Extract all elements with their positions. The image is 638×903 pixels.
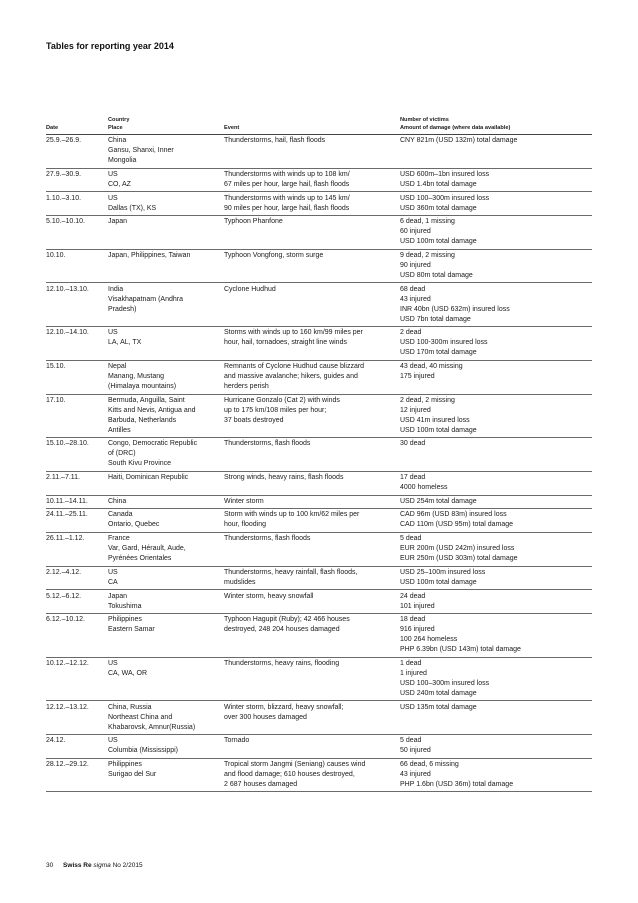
table-row: [46, 395, 592, 439]
cell-place-line: Mongolia: [108, 157, 137, 165]
cell-victims-line: USD 100–300m insured loss: [400, 679, 490, 687]
cell-event-line: herders perish: [224, 383, 269, 390]
table-row: [46, 361, 592, 395]
cell-victims-line: 101 injured: [400, 602, 435, 610]
cell-victims-line: CNY 821m (USD 132m) total damage: [400, 137, 518, 145]
cell-victims-line: 100 264 homeless: [400, 636, 458, 644]
cell-event-line: destroyed, 248 204 houses damaged: [224, 626, 340, 634]
cell-victims-line: USD 100m total damage: [400, 238, 477, 246]
date-text: 1.10.–3.10.: [46, 194, 82, 202]
cell-event: [224, 251, 400, 261]
table-row: [46, 250, 592, 284]
cell-place-line: Antilles: [108, 426, 131, 434]
cell-event: [224, 592, 400, 602]
cell-date: [46, 136, 108, 146]
footer-issue: No 2/2015: [112, 862, 143, 869]
date-text: 24.12.: [46, 737, 66, 745]
cell-victims: [400, 396, 592, 436]
cell-victims-line: 1 injured: [400, 669, 427, 677]
cell-place-line: US: [108, 194, 118, 202]
cell-date: [46, 703, 108, 713]
table-row: [46, 701, 592, 735]
cell-event: [224, 362, 400, 392]
cell-place: [108, 659, 224, 679]
cell-date: [46, 568, 108, 578]
cell-place: [108, 760, 224, 780]
date-text: 2.12.–4.12.: [46, 568, 82, 576]
page-title: Tables for reporting year 2014: [46, 41, 174, 51]
cell-place-line: LA, AL, TX: [108, 339, 142, 347]
cell-date: [46, 615, 108, 625]
table-body: [46, 135, 592, 792]
cell-event-line: mudslides: [224, 578, 256, 586]
cell-place-line: Japan: [108, 592, 128, 600]
table-row: [46, 472, 592, 496]
date-text: 26.11.–1.12.: [46, 535, 85, 543]
table-row: [46, 590, 592, 614]
cell-victims: [400, 285, 592, 325]
cell-event: [224, 285, 400, 295]
cell-place: [108, 251, 224, 261]
cell-place-line: France: [108, 535, 130, 543]
cell-event: [224, 136, 400, 146]
cell-victims-line: 66 dead, 6 missing: [400, 760, 459, 768]
cell-date: [46, 217, 108, 227]
cell-date: [46, 396, 108, 406]
cell-victims-line: USD 170m total damage: [400, 349, 477, 357]
table-row: [46, 192, 592, 216]
cell-place: [108, 194, 224, 214]
cell-victims-line: USD 135m total damage: [400, 703, 477, 711]
cell-event: [224, 510, 400, 530]
cell-event-line: hour, flooding: [224, 521, 267, 529]
cell-victims-line: 43 injured: [400, 770, 431, 778]
cell-place: [108, 592, 224, 612]
header-damage: Amount of damage (where data available): [400, 125, 511, 131]
table-row: [46, 759, 592, 793]
cell-victims-line: USD 100m total damage: [400, 426, 477, 434]
cell-date: [46, 285, 108, 295]
table-row: [46, 216, 592, 250]
cell-event-line: Remnants of Cyclone Hudhud cause blizzard: [224, 363, 365, 370]
cell-victims-line: USD 360m total damage: [400, 204, 477, 212]
cell-event-line: Thunderstorms with winds up to 145 km/: [224, 194, 350, 202]
date-text: 10.10.: [46, 251, 66, 259]
catastrophe-table: [46, 116, 592, 792]
cell-victims-line: USD 100–300m insured loss: [400, 194, 490, 202]
cell-place-line: Ontario, Quebec: [108, 521, 160, 529]
date-text: 17.10.: [46, 396, 66, 404]
table-row: [46, 735, 592, 759]
cell-place-line: China: [108, 137, 127, 145]
cell-victims: [400, 251, 592, 281]
table-row: [46, 327, 592, 361]
cell-victims: [400, 736, 592, 756]
cell-event: [224, 659, 400, 669]
cell-victims: [400, 659, 592, 699]
cell-victims: [400, 473, 592, 493]
cell-victims-line: 9 dead, 2 missing: [400, 251, 455, 259]
cell-victims: [400, 170, 592, 190]
cell-place-line: CO, AZ: [108, 180, 131, 188]
header-country: Country: [108, 117, 130, 123]
table-row: [46, 135, 592, 169]
cell-victims-line: 43 injured: [400, 295, 431, 303]
cell-victims-line: 1 dead: [400, 659, 422, 667]
cell-date: [46, 497, 108, 507]
footer-brand: Swiss Re: [63, 862, 92, 869]
cell-place-line: Japan: [108, 218, 128, 226]
cell-victims-line: 24 dead: [400, 592, 426, 600]
header-date: Date: [46, 125, 59, 131]
cell-event-line: Typhoon Hagupit (Ruby); 42 466 houses: [224, 616, 350, 624]
cell-place-line: Tokushima: [108, 602, 142, 610]
date-text: 15.10.: [46, 363, 66, 370]
cell-victims-line: 18 dead: [400, 616, 426, 624]
cell-place: [108, 285, 224, 315]
cell-place-line: US: [108, 170, 118, 178]
date-text: 2.11.–7.11.: [46, 474, 80, 482]
cell-victims-line: 6 dead, 1 missing: [400, 218, 455, 226]
date-text: 27.9.–30.9.: [46, 170, 82, 178]
date-text: 28.12.–29.12.: [46, 760, 89, 768]
cell-victims-line: USD 240m total damage: [400, 689, 477, 697]
cell-event-line: Hurricane Gonzalo (Cat 2) with winds: [224, 396, 340, 404]
cell-date: [46, 736, 108, 746]
cell-victims: [400, 328, 592, 358]
cell-place-line: Nepal: [108, 363, 127, 370]
cell-date: [46, 439, 108, 449]
cell-event-line: Thunderstorms, heavy rainfall, flash floods,: [224, 568, 358, 576]
cell-victims: [400, 510, 592, 530]
cell-event-line: up to 175 km/108 miles per hour;: [224, 406, 327, 414]
cell-victims-line: USD 100m total damage: [400, 578, 477, 586]
cell-place-line: Var, Gard, Hérault, Aude,: [108, 545, 186, 553]
cell-victims-line: 12 injured: [400, 406, 431, 414]
table-row: [46, 509, 592, 533]
header-victims-damage: [400, 116, 592, 132]
cell-event-line: over 300 houses damaged: [224, 713, 307, 721]
cell-place: [108, 703, 224, 733]
cell-event: [224, 703, 400, 723]
cell-place-line: Canada: [108, 511, 133, 519]
cell-place-line: Philippines: [108, 616, 142, 624]
cell-place-line: Japan, Philippines, Taiwan: [108, 251, 191, 259]
cell-victims-line: 5 dead: [400, 535, 422, 543]
date-text: 10.12.–12.12.: [46, 659, 89, 667]
cell-victims-line: 90 injured: [400, 261, 431, 269]
date-text: 10.11.–14.11.: [46, 497, 88, 505]
table-row: [46, 169, 592, 193]
cell-victims: [400, 439, 592, 449]
cell-place: [108, 534, 224, 564]
cell-place: [108, 362, 224, 392]
cell-place: [108, 170, 224, 190]
cell-date: [46, 510, 108, 520]
cell-place: [108, 568, 224, 588]
cell-place-line: Barbuda, Netherlands: [108, 416, 177, 424]
table-row: [46, 496, 592, 510]
footer-publication: sigma: [93, 862, 111, 869]
cell-date: [46, 534, 108, 544]
date-text: 5.10.–10.10.: [46, 218, 85, 226]
cell-place: [108, 217, 224, 227]
date-text: 12.10.–13.10.: [46, 285, 89, 293]
cell-victims-line: PHP 6.39bn (USD 143m) total damage: [400, 646, 521, 654]
header-victims: Number of victims: [400, 117, 449, 123]
cell-event: [224, 760, 400, 790]
cell-victims-line: USD 80m total damage: [400, 271, 473, 279]
cell-event-line: Storm with winds up to 100 km/62 miles per: [224, 511, 360, 519]
cell-event-line: Thunderstorms, flash floods: [224, 440, 311, 448]
cell-place-line: US: [108, 737, 118, 745]
cell-victims: [400, 592, 592, 612]
table-header: [46, 116, 592, 135]
cell-event: [224, 615, 400, 635]
cell-date: [46, 194, 108, 204]
cell-victims-line: USD 25–100m insured loss: [400, 568, 486, 576]
page-number: 30: [46, 862, 54, 869]
cell-victims: [400, 760, 592, 790]
cell-place-line: Dallas (TX), KS: [108, 204, 157, 212]
cell-victims: [400, 497, 592, 507]
cell-event: [224, 170, 400, 190]
cell-place-line: US: [108, 329, 118, 337]
cell-event-line: 37 boats destroyed: [224, 416, 284, 424]
cell-event-line: 2 687 houses damaged: [224, 780, 298, 788]
cell-place: [108, 136, 224, 166]
cell-place: [108, 396, 224, 436]
cell-event: [224, 497, 400, 507]
date-text: 5.12.–6.12.: [46, 592, 82, 600]
cell-place-line: Manang, Mustang: [108, 373, 165, 380]
cell-place-line: of (DRC): [108, 450, 136, 458]
cell-event: [224, 194, 400, 214]
cell-event: [224, 396, 400, 426]
date-text: 24.11.–25.11.: [46, 511, 88, 519]
cell-victims: [400, 534, 592, 564]
cell-place-line: Philippines: [108, 760, 142, 768]
cell-victims: [400, 615, 592, 655]
cell-victims-line: 43 dead, 40 missing: [400, 363, 463, 370]
cell-victims-line: 5 dead: [400, 737, 422, 745]
cell-event: [224, 217, 400, 227]
cell-date: [46, 251, 108, 261]
cell-event-line: Typhoon Vongfong, storm surge: [224, 251, 324, 259]
cell-place-line: India: [108, 285, 124, 293]
cell-event-line: Cyclone Hudhud: [224, 285, 276, 293]
header-event: Event: [224, 125, 240, 131]
cell-date: [46, 328, 108, 338]
cell-victims: [400, 136, 592, 146]
cell-event-line: 90 miles per hour, large hail, flash floods: [224, 204, 350, 212]
cell-victims-line: USD 1.4bn total damage: [400, 180, 477, 188]
cell-victims-line: USD 7bn total damage: [400, 315, 471, 323]
cell-victims: [400, 703, 592, 713]
table-row: [46, 283, 592, 327]
cell-place-line: China: [108, 497, 127, 505]
cell-date: [46, 362, 108, 372]
cell-date: [46, 592, 108, 602]
date-text: 12.12.–13.12.: [46, 703, 89, 711]
cell-event-line: 67 miles per hour, large hail, flash floods: [224, 180, 350, 188]
cell-place-line: US: [108, 568, 118, 576]
cell-event: [224, 439, 400, 449]
cell-place-line: Haiti, Dominican Republic: [108, 474, 189, 482]
cell-event-line: Typhoon Phanfone: [224, 218, 283, 226]
cell-place-line: South Kivu Province: [108, 460, 172, 468]
cell-event-line: Thunderstorms, flash floods: [224, 535, 311, 543]
cell-victims-line: CAD 110m (USD 95m) total damage: [400, 521, 514, 529]
table-row: [46, 614, 592, 658]
cell-victims-line: CAD 96m (USD 83m) insured loss: [400, 511, 507, 519]
cell-place: [108, 328, 224, 348]
cell-victims-line: 17 dead: [400, 474, 426, 482]
cell-victims-line: USD 41m insured loss: [400, 416, 470, 424]
cell-place-line: China, Russia: [108, 703, 152, 711]
table-row: [46, 438, 592, 472]
header-place: Place: [108, 125, 123, 131]
table-row: [46, 567, 592, 591]
cell-place: [108, 497, 224, 507]
cell-place-line: Surigao del Sur: [108, 770, 157, 778]
cell-place-line: Columbia (Mississippi): [108, 747, 179, 755]
cell-victims-line: 175 injured: [400, 373, 435, 380]
cell-place-line: Bermuda, Anguilla, Saint: [108, 396, 185, 404]
cell-place: [108, 615, 224, 635]
cell-victims: [400, 194, 592, 214]
cell-event-line: Winter storm: [224, 497, 264, 505]
cell-victims-line: 2 dead, 2 missing: [400, 396, 455, 404]
cell-place-line: (Himalaya mountains): [108, 383, 177, 390]
cell-place-line: Gansu, Shanxi, Inner: [108, 147, 174, 155]
cell-victims-line: INR 40bn (USD 632m) insured loss: [400, 305, 510, 313]
cell-place-line: CA: [108, 578, 118, 586]
cell-event-line: Strong winds, heavy rains, flash floods: [224, 474, 344, 482]
cell-event: [224, 568, 400, 588]
cell-place-line: Visakhapatnam (Andhra: [108, 295, 183, 303]
date-text: 6.12.–10.12.: [46, 616, 85, 624]
cell-event-line: Thunderstorms, hail, flash floods: [224, 137, 326, 145]
cell-victims-line: EUR 250m (USD 303m) total damage: [400, 555, 518, 563]
table-row: [46, 658, 592, 702]
cell-victims-line: 50 injured: [400, 747, 431, 755]
date-text: 25.9.–26.9.: [46, 137, 82, 145]
cell-victims-line: 30 dead: [400, 440, 426, 448]
cell-place-line: US: [108, 659, 118, 667]
cell-event: [224, 328, 400, 348]
cell-event: [224, 473, 400, 483]
cell-victims-line: PHP 1.6bn (USD 36m) total damage: [400, 780, 514, 788]
cell-place-line: Pradesh): [108, 305, 137, 313]
cell-victims-line: 60 injured: [400, 228, 431, 236]
cell-victims: [400, 217, 592, 247]
date-text: 15.10.–28.10.: [46, 440, 89, 448]
cell-victims-line: 68 dead: [400, 285, 426, 293]
cell-place-line: Northeast China and: [108, 713, 173, 721]
cell-place: [108, 736, 224, 756]
cell-place: [108, 439, 224, 469]
cell-place-line: Khabarovsk, Amnur(Russia): [108, 723, 196, 731]
cell-place-line: Congo, Democratic Republic: [108, 440, 198, 448]
cell-date: [46, 473, 108, 483]
cell-event-line: Winter storm, heavy snowfall: [224, 592, 314, 600]
cell-victims-line: 2 dead: [400, 329, 422, 337]
cell-victims-line: 4000 homeless: [400, 484, 448, 492]
cell-date: [46, 659, 108, 669]
cell-victims-line: EUR 200m (USD 242m) insured loss: [400, 545, 515, 553]
cell-event: [224, 534, 400, 544]
cell-place-line: CA, WA, OR: [108, 669, 148, 677]
date-text: 12.10.–14.10.: [46, 329, 89, 337]
cell-victims-line: 916 injured: [400, 626, 435, 634]
cell-place-line: Eastern Samar: [108, 626, 155, 634]
cell-place-line: Pyrénées Orientales: [108, 555, 172, 563]
cell-event-line: Winter storm, blizzard, heavy snowfall;: [224, 703, 344, 711]
cell-place: [108, 510, 224, 530]
cell-event-line: and massive avalanche; hikers, guides and: [224, 373, 358, 380]
cell-event-line: Thunderstorms, heavy rains, flooding: [224, 659, 340, 667]
cell-event: [224, 736, 400, 746]
header-country-place: [108, 116, 224, 132]
cell-victims-line: USD 600m–1bn insured loss: [400, 170, 490, 178]
cell-event-line: and flood damage; 610 houses destroyed,: [224, 770, 355, 778]
cell-event-line: hour, hail, tornadoes, straight line winds: [224, 339, 347, 347]
cell-place: [108, 473, 224, 483]
cell-date: [46, 760, 108, 770]
cell-victims-line: USD 100-300m insured loss: [400, 339, 488, 347]
cell-event-line: Tropical storm Jangmi (Seniang) causes wind: [224, 760, 366, 768]
cell-victims-line: USD 254m total damage: [400, 497, 477, 505]
cell-event-line: Storms with winds up to 160 km/99 miles per: [224, 329, 363, 337]
cell-event-line: Thunderstorms with winds up to 108 km/: [224, 170, 350, 178]
cell-event-line: Tornado: [224, 737, 250, 745]
cell-place-line: Kitts and Nevis, Antigua and: [108, 406, 196, 414]
cell-victims: [400, 568, 592, 588]
cell-victims: [400, 362, 592, 382]
cell-date: [46, 170, 108, 180]
page-footer: [46, 862, 143, 869]
table-row: [46, 533, 592, 567]
